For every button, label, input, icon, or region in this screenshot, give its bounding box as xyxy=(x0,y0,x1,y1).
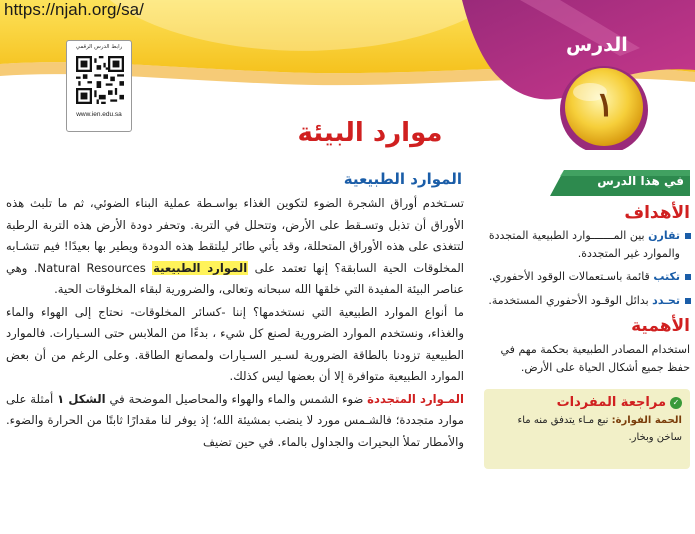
vocabulary-review-box xyxy=(484,389,690,469)
list-item xyxy=(478,227,692,262)
qr-url: www.ien.edu.sa xyxy=(76,111,122,118)
sidebar xyxy=(478,170,692,469)
square-bullet-icon xyxy=(685,233,691,239)
square-bullet-icon xyxy=(685,298,691,304)
renewable-term: المـوارد المتجددة xyxy=(367,391,464,406)
paragraph-renewable-resources xyxy=(6,389,464,454)
qr-caption: رابط الدرس الرقمي xyxy=(75,44,123,50)
objective-text: قائمة باسـتعمالات الوقود الأحفوري. xyxy=(488,270,654,283)
objective-verb: تحـدد xyxy=(652,293,680,307)
objectives-heading: الأهداف xyxy=(624,203,690,223)
in-this-lesson-label: في هذا الدرس xyxy=(597,174,684,188)
list-item xyxy=(478,268,692,286)
highlighted-term: الموارد الطبيعية xyxy=(153,260,248,275)
review-circle-icon: ✓ xyxy=(670,397,682,409)
main-column xyxy=(6,170,464,453)
vocabulary-term: الحمة الفوارة: xyxy=(611,415,682,426)
qr-code-icon[interactable] xyxy=(76,56,124,104)
importance-text: استخدام المصادر الطبيعية بحكمة مهم في حفظ جميع أشكال الحياة على الأرض. xyxy=(500,343,690,374)
objective-text: بدائل الوقـود الأحفوري المستخدمة. xyxy=(488,293,653,307)
figure-reference[interactable]: الشكل ١ xyxy=(57,391,106,406)
list-item xyxy=(478,292,692,310)
importance-heading: الأهمية xyxy=(631,316,690,336)
digital-lesson-qr-card[interactable] xyxy=(66,40,132,132)
english-term: Natural Resources xyxy=(37,260,146,275)
lesson-number: ١ xyxy=(595,85,615,125)
objectives-list xyxy=(478,227,692,309)
lesson-label: الدرس xyxy=(566,34,628,56)
in-this-lesson-tab xyxy=(550,170,690,196)
objective-verb: تقارن xyxy=(648,229,680,242)
vocabulary-heading-label: مراجعة المفردات xyxy=(556,395,666,410)
vocabulary-heading xyxy=(492,395,682,410)
vocabulary-meaning: نبع مـاء يتدفق منه ماء ساخن وبخار. xyxy=(517,415,682,443)
paragraph-text: تسـتخدم أوراق الشجرة الضوء لتكوين الغذاء بواسـطة عملية البناء الضوئي، ثم ما تلبث هذه الأوراق أن تذبل وتسـقط على الأرض، وتتحلل في التربة. وتحفر دودة الأرض هذه التربة الرطبة لتتغذى على هذه الأوراق المتحللة، وقد يأتي طائر ليلتقط هذه الدودة ويطير بها بعيدًا! فيم تتشـابه المخلوقات الحية السابقة؟ إنها تعتمد على xyxy=(6,196,464,275)
section-heading: الموارد الطبيعية xyxy=(343,170,462,188)
vocabulary-definition xyxy=(492,412,682,446)
paragraph-text: أمثلة على موارد متجددة؛ فالشـمس مورد لا ينضب بمشيئة الله؛ إذ يوفر لنا مقدارًا ثابتًا من الحرارة والضوء. والأمطار تملأ البحيرات والجداول بالماء. في حين تضيف xyxy=(6,391,464,449)
square-bullet-icon xyxy=(685,274,691,280)
paragraph-text: . وهي عناصر البيئة المفيدة التي خلقها الله سبحانه وتعالى، والضرورية لبقاء المخلوقات الحية. xyxy=(6,260,464,296)
paragraph-text: ضوء الشمس والماء والهواء والمحاصيل الموضحة في xyxy=(109,391,368,406)
page-title: موارد البيئة xyxy=(297,118,443,148)
objective-text: بين المـــــــوارد الطبيعية المتجددة والموارد غير المتجددة. xyxy=(488,229,680,260)
source-url[interactable]: https://njah.org/sa/ xyxy=(4,0,144,19)
paragraph-resource-types: ما أنواع الموارد الطبيعية التي نستخدمها؟ إننا -كسائر المخلوقات- نحتاج إلى الهواء والماء والغذاء، ونستخدم الموارد الضرورية لصنع كل شيء ، بدءًا من الملابس حتى السـيارات. فالموارد الطبيعية تزودنا بالطاقة الضرورية لسـير السـيارات ولمصانع الطاقة. وعلى الرغم من أن بعض الموارد الطبيعية متوافرة إلا أن بعضها ليس كذلك. xyxy=(6,304,464,383)
paragraph-natural-resources xyxy=(6,193,464,301)
objective-verb: تكتب xyxy=(653,270,680,283)
